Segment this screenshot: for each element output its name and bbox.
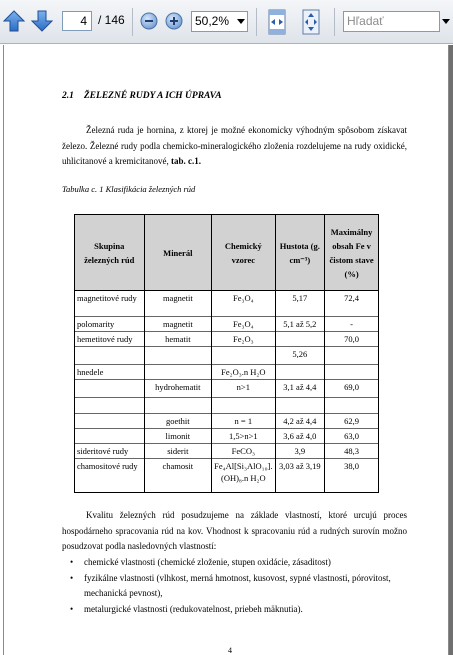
toolbar-divider <box>256 8 257 36</box>
table-cell <box>144 398 212 414</box>
table-header: Chemický vzorec <box>212 215 275 291</box>
arrow-up-icon <box>3 9 25 33</box>
table-cell <box>75 380 145 398</box>
list-item: • metalurgické vlastnosti (redukovatelnost, priebeh mäknutia). <box>70 602 410 618</box>
table-cell: 5,1 až 5,2 <box>275 317 325 332</box>
table-cell: 70,0 <box>325 332 379 347</box>
pdf-toolbar <box>0 0 453 44</box>
section-heading <box>62 91 222 101</box>
table-header: Maximálny obsah Fe v čistom stave (%) <box>325 215 379 291</box>
table-cell <box>325 365 379 380</box>
table-row <box>75 365 379 380</box>
table-cell: 3,1 až 4,4 <box>275 380 325 398</box>
table-cell: 62,9 <box>325 414 379 429</box>
table-cell <box>275 365 325 380</box>
fit-page-icon <box>300 9 322 35</box>
table-row <box>75 380 379 398</box>
table-cell <box>75 414 145 429</box>
table-cell <box>325 347 379 365</box>
search-input[interactable]: Hľadať <box>343 11 440 32</box>
previous-page-button[interactable] <box>2 8 26 34</box>
table-row <box>75 347 379 365</box>
table-cell <box>212 398 275 414</box>
table-caption: Tabulka c. 1 Klasifikácia železných rúd <box>62 184 196 194</box>
table-row <box>75 429 379 444</box>
ore-classification-table <box>74 214 379 493</box>
table-cell: 4,2 až 4,4 <box>275 414 325 429</box>
table-cell: Fe₂O₃ <box>212 332 275 347</box>
page-border-left <box>3 45 4 655</box>
table-cell: hnedele <box>75 365 145 380</box>
table-cell: 48,3 <box>325 444 379 459</box>
arrow-down-icon <box>31 9 53 33</box>
table-cell: n>1 <box>212 380 275 398</box>
table-row <box>75 332 379 347</box>
table-row <box>75 459 379 493</box>
table-cell <box>212 347 275 365</box>
table-cell: chamositové rudy <box>75 459 145 493</box>
table-header-row <box>75 215 379 291</box>
table-reference: tab. c.1. <box>170 156 201 166</box>
zoom-out-icon <box>140 12 158 30</box>
table-cell: 3,6 až 4,0 <box>275 429 325 444</box>
table-cell <box>75 347 145 365</box>
table-cell: limonit <box>144 429 212 444</box>
properties-list <box>70 555 410 617</box>
table-cell <box>325 398 379 414</box>
toolbar-divider <box>132 8 133 36</box>
table-cell: chamosit <box>144 459 212 493</box>
table-cell <box>275 332 325 347</box>
table-cell: magnetitové rudy <box>75 291 145 317</box>
table-cell: 3,9 <box>275 444 325 459</box>
table-cell <box>75 429 145 444</box>
table-row <box>75 291 379 317</box>
table-cell: Fe₃O₄ <box>212 317 275 332</box>
table-cell <box>275 398 325 414</box>
table-cell: Fe₃O₄ <box>212 291 275 317</box>
table-row <box>75 444 379 459</box>
table-cell <box>75 398 145 414</box>
table-cell: Fe₄Al[Si₃AlO₁₀].(OH)₈.n H₂O <box>212 459 275 493</box>
table-cell: n = 1 <box>212 414 275 429</box>
section-number: 2.1 <box>62 91 74 101</box>
table-cell: polomarity <box>75 317 145 332</box>
zoom-select[interactable] <box>191 11 248 32</box>
page-shadow-right <box>449 45 453 655</box>
intro-paragraph <box>62 123 407 170</box>
table-row <box>75 414 379 429</box>
table-header: Skupina železných rúd <box>75 215 145 291</box>
page-number-footer: 4 <box>228 646 232 655</box>
table-cell: 63,0 <box>325 429 379 444</box>
search-dropdown-button[interactable] <box>440 11 452 32</box>
table-cell: - <box>325 317 379 332</box>
table-cell <box>144 347 212 365</box>
zoom-value: 50,2% <box>195 14 230 28</box>
intro-text: Železná ruda je hornina, z ktorej je možné ekonomicky výhodným spôsobom získavat železo. Železné rudy podla chemicko-mineralogického zloženia rozdelujeme na rudy oxidické, uhlicitanové a kremicitanové, <box>62 125 407 166</box>
fit-page-button[interactable] <box>298 8 324 36</box>
chevron-down-icon <box>442 19 450 24</box>
table-cell: goethit <box>144 414 212 429</box>
table-cell: sideritové rudy <box>75 444 145 459</box>
table-cell: 1,5>n>1 <box>212 429 275 444</box>
quality-text: Kvalitu železných rúd posudzujeme na základe vlastností, ktoré urcujú proces hospodárneho spracovania rúd na kov. Vhodnost k spracovaniu rúd a rudných surovín možno posudzovat podla nasledovných vlastností: <box>62 510 407 551</box>
table-cell: magnetit <box>144 291 212 317</box>
table-row <box>75 317 379 332</box>
list-item: • chemické vlastnosti (chemické zloženie, stupen oxidácie, zásaditost) <box>70 555 410 571</box>
zoom-out-button[interactable] <box>139 11 159 31</box>
table-cell: FeCO₃ <box>212 444 275 459</box>
table-cell: Fe₂O₃.n H₂O <box>212 365 275 380</box>
table-cell: 72,4 <box>325 291 379 317</box>
fit-width-button[interactable] <box>264 8 290 36</box>
section-title: ŽELEZNÉ RUDY A ICH ÚPRAVA <box>83 91 222 101</box>
table-cell: 5,26 <box>275 347 325 365</box>
chevron-down-icon <box>234 12 247 31</box>
list-item: • fyzikálne vlastnosti (vlhkost, merná hmotnost, kusovost, sypné vlastnosti, pórovitost, mechanická pevnost), <box>70 571 410 602</box>
fit-width-icon <box>266 9 288 35</box>
page-number-input[interactable]: 4 <box>62 11 92 31</box>
table-header: Minerál <box>144 215 212 291</box>
table-cell: siderit <box>144 444 212 459</box>
table-cell: 5,17 <box>275 291 325 317</box>
table-cell: 3,03 až 3,19 <box>275 459 325 493</box>
zoom-in-icon <box>165 12 183 30</box>
quality-paragraph <box>62 508 407 555</box>
table-header: Hustota (g. cm⁻³) <box>275 215 325 291</box>
table-cell: magnetit <box>144 317 212 332</box>
toolbar-divider <box>334 8 335 36</box>
table-cell <box>144 365 212 380</box>
table-cell: hematit <box>144 332 212 347</box>
zoom-in-button[interactable] <box>164 11 184 31</box>
table-row <box>75 398 379 414</box>
table-cell: hemetitové rudy <box>75 332 145 347</box>
table-cell: 69,0 <box>325 380 379 398</box>
table-cell: 38,0 <box>325 459 379 493</box>
next-page-button[interactable] <box>30 8 54 34</box>
page-total-label: / 146 <box>98 13 125 27</box>
table-cell: hydrohematit <box>144 380 212 398</box>
